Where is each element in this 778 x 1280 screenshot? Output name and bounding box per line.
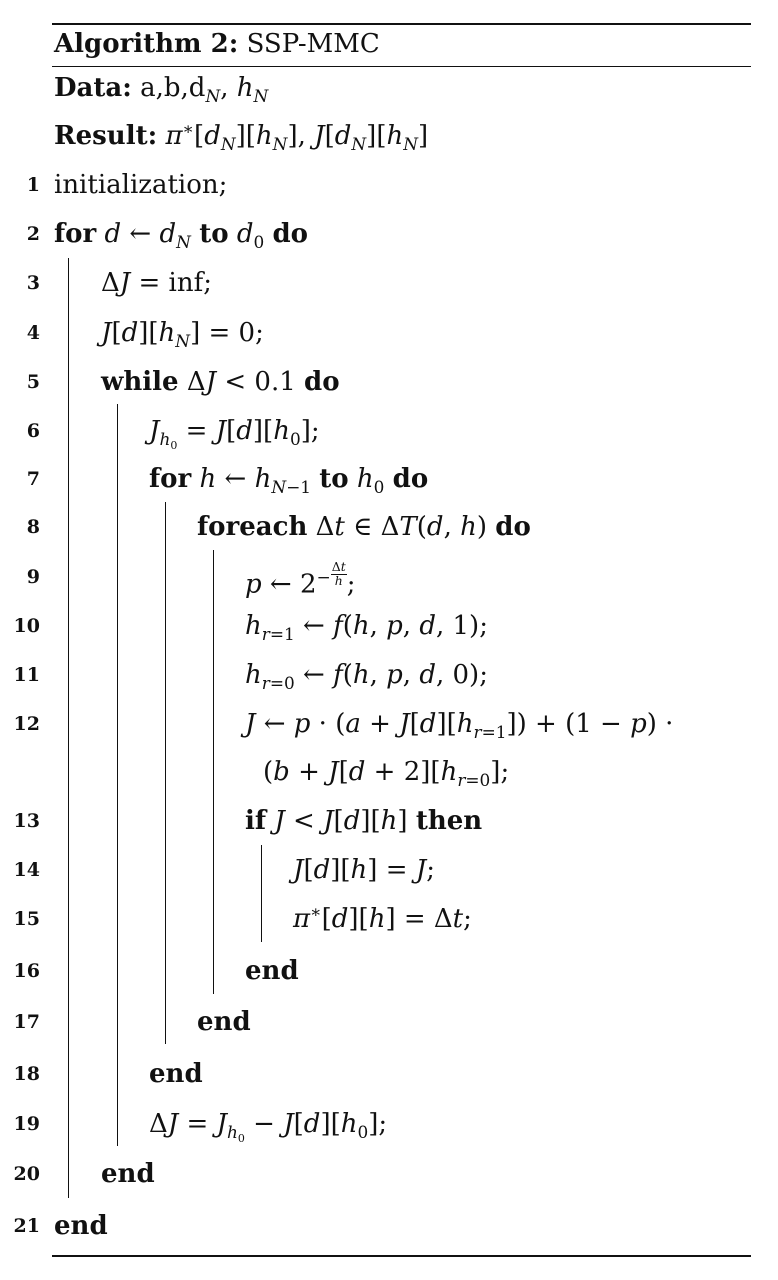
exponent-fraction: $\frac{\Delta t}{h}$ <box>331 559 346 589</box>
caption-rule <box>52 66 751 67</box>
result-label: Result: <box>54 121 158 151</box>
value-zero: 0 <box>238 318 256 348</box>
keyword-to: to <box>199 219 229 249</box>
keyword-do: do <box>392 464 429 494</box>
keyword-while: while <box>101 367 179 397</box>
code-line-6: $J_{h_0} = J[d][h_0]$; <box>149 416 320 452</box>
keyword-foreach: foreach <box>197 512 308 542</box>
line-number: 9 <box>26 566 40 588</box>
code-line-10: $h_{r=1}$ ← f(h, p, d, 1); <box>245 611 488 644</box>
caption-name: SSP-MMC <box>246 29 380 59</box>
line-number: 3 <box>26 272 40 294</box>
keyword-to: to <box>319 464 349 494</box>
code-line-19: $\Delta J = J_{h_0} - J[d][h_0]$; <box>149 1109 388 1145</box>
line-number: 14 <box>13 859 40 881</box>
data-label: Data: <box>54 73 132 103</box>
result-line <box>54 120 428 152</box>
keyword-if: if <box>245 806 267 836</box>
line-number: 16 <box>13 960 40 982</box>
code-line-3: ΔJ = inf; <box>101 268 212 298</box>
keyword-end: end <box>101 1159 155 1189</box>
indent-bar-if <box>261 845 262 942</box>
code-line-4: $J[d][h_N] = 0$; <box>101 318 264 351</box>
line-number: 4 <box>26 322 40 344</box>
indent-bar-foreach <box>213 550 214 994</box>
indent-bar-for <box>68 258 69 1198</box>
line-number: 1 <box>26 174 40 196</box>
line-number: 6 <box>26 420 40 442</box>
inf-text: inf <box>168 268 204 298</box>
code-line-16 <box>245 955 299 987</box>
subscript-zero: 0 <box>253 231 265 252</box>
code-line-13: if J < J[d][h] then <box>245 806 483 836</box>
code-line-5: while ΔJ < 0.1 do <box>101 367 340 397</box>
indent-bar-for-h <box>165 502 166 1044</box>
keyword-end: end <box>197 1007 251 1037</box>
code-line-12-continued: ($b + J[d + 2][h_{r=0}]$; <box>263 757 510 790</box>
code-line-14: J[d][h] = J; <box>293 855 435 885</box>
data-inputs: $a,b,d_N$, $h_N$ <box>140 73 269 106</box>
base-two: 2 <box>299 569 317 600</box>
code-line-18 <box>149 1058 203 1090</box>
keyword-then: then <box>415 806 483 836</box>
line-number: 17 <box>13 1011 40 1033</box>
keyword-end: end <box>245 956 299 986</box>
line-number: 10 <box>13 615 40 637</box>
result-outputs: $\pi^∗[d_N][h_N]$, $J[d_N][h_N]$ <box>165 118 429 154</box>
initialization-text: initialization; <box>54 170 228 200</box>
line-number: 7 <box>26 468 40 490</box>
line-number: 15 <box>13 908 40 930</box>
keyword-end: end <box>54 1211 108 1241</box>
keyword-end: end <box>149 1059 203 1089</box>
line-number: 20 <box>13 1163 40 1185</box>
code-line-20 <box>101 1158 155 1190</box>
keyword-do: do <box>272 219 309 249</box>
code-line-15: π∗[d][h] = Δt; <box>293 901 472 934</box>
line-number: 5 <box>26 371 40 393</box>
indent-bar-while <box>117 404 118 1146</box>
code-line-12: J ← $p \cdot (a + J[d][h_{r=1}]) + (1 - p)$ · <box>245 709 674 742</box>
keyword-do: do <box>495 512 531 542</box>
line-number: 11 <box>13 664 40 686</box>
code-line-9: p ← 2− $\frac{\Delta t}{h}$ ; <box>245 559 356 600</box>
algorithm-caption <box>54 28 380 60</box>
bottom-rule <box>52 1255 751 1257</box>
code-line-17 <box>197 1006 251 1038</box>
keyword-do: do <box>304 367 340 397</box>
code-line-7: for h ← $h_{N-1}$ to $h_0$ do <box>149 464 429 497</box>
code-line-2: for d ← $d_N$ to $d_0$ do <box>54 219 309 252</box>
line-number: 21 <box>13 1215 40 1237</box>
code-line-1 <box>54 169 227 201</box>
line-number: 12 <box>13 713 40 735</box>
code-line-21 <box>54 1210 108 1242</box>
code-line-8: foreach Δt ∈ ΔT(d, h) do <box>197 512 531 542</box>
line-number: 18 <box>13 1063 40 1085</box>
line-number: 13 <box>13 810 40 832</box>
data-line <box>54 72 268 104</box>
keyword-for: for <box>54 219 97 249</box>
line-number: 2 <box>26 223 40 245</box>
code-line-11: $h_{r=0}$ ← f(h, p, d, 0); <box>245 660 488 693</box>
keyword-for: for <box>149 464 192 494</box>
top-rule <box>52 23 751 25</box>
line-number: 19 <box>13 1113 40 1135</box>
caption-label: Algorithm 2: <box>54 29 239 59</box>
threshold-value: 0.1 <box>254 367 296 397</box>
line-number: 8 <box>26 516 40 538</box>
